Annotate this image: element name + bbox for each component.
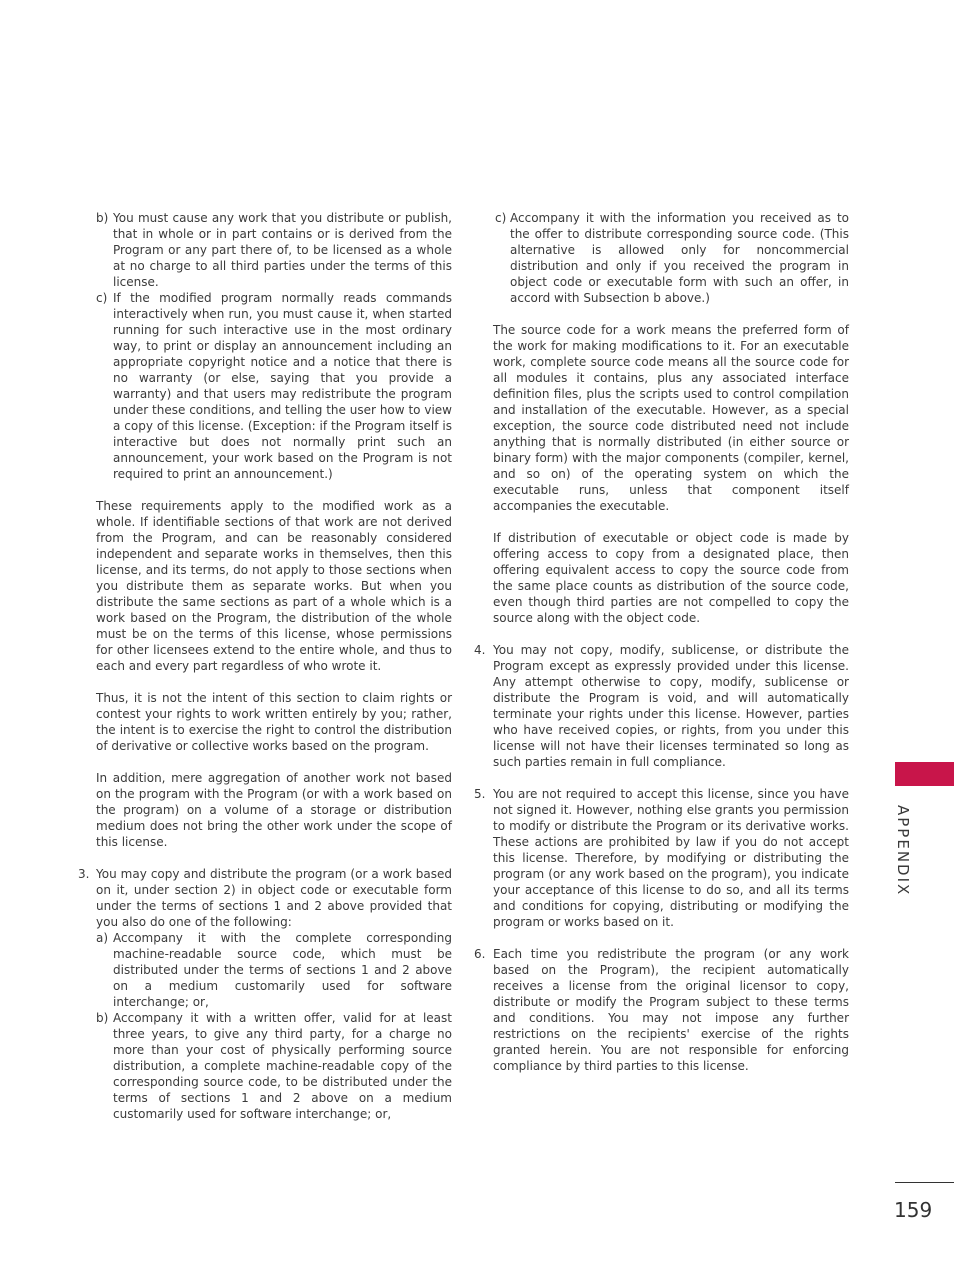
clause-marker: c): [96, 291, 108, 305]
page-number: 159: [894, 1198, 933, 1222]
section-4: [474, 642, 849, 770]
section-marker: 4.: [474, 643, 486, 657]
section-text: You may copy and distribute the program (or a work based on it, under section 2) in object code or executable form under the terms of sections 1 and 2 above provided that you also do one of the following:: [96, 867, 452, 929]
clause-2b: [78, 210, 452, 290]
left-column: [78, 210, 452, 1122]
section-marker: 6.: [474, 947, 486, 961]
paragraph: Thus, it is not the intent of this section to claim rights or contest your rights to work written entirely by you; rather, the intent is to exercise the right to control the distribution of derivative or collective works based on the program.: [96, 691, 452, 753]
clause-marker: c): [495, 211, 507, 225]
section-marker: 5.: [474, 787, 486, 801]
clause-text: Accompany it with a written offer, valid for at least three years, to give any third party, for a charge no more than your cost of physically performing source distribution, a complete machine-readable copy of the corresponding source code, to be distributed under the terms of sections 1 and 2 above on a medium customarily used for software interchange; or,: [113, 1011, 452, 1121]
clause-marker: b): [96, 211, 109, 225]
paragraph: These requirements apply to the modified work as a whole. If identifiable sections of that work are not derived from the Program, and can be reasonably considered independent and separate works in themselves, then this license, and its terms, do not apply to those sections when you distribute them as separate works. But when you distribute the same sections as part of a whole which is a work based on the Program, the distribution of the whole must be on the terms of this license, whose permissions for other licensees extend to the entire whole, and thus to each and every part regardless of who wrote it.: [96, 499, 452, 673]
section-tab-marker: [895, 762, 954, 786]
section-6: [474, 946, 849, 1074]
clause-3c: [474, 210, 849, 306]
section-text: You are not required to accept this license, since you have not signed it. However, nothing else grants you permission to modify or distribute the Program or its derivative works. These actions are prohibited by law if you do not accept this license. Therefore, by modifying or distributing the program (or any work based on the program), you indicate your acceptance of this license to do so, and all its terms and conditions for copying, distributing or modifying the program or works based on it.: [493, 787, 849, 929]
clause-text: You must cause any work that you distribute or publish, that in whole or in part contains or is derived from the Program or any part there of, to be licensed as a whole at no charge to all third parties under the terms of this license.: [113, 211, 452, 289]
paragraph: In addition, mere aggregation of another work not based on the program with the Program (or with a work based on the program) on a volume of a storage or distribution medium does not bring the other work under the scope of this license.: [96, 771, 452, 849]
section-marker: 3.: [78, 867, 90, 881]
section-5: [474, 786, 849, 930]
section-text: You may not copy, modify, sublicense, or distribute the Program except as expressly provided under this license. Any attempt otherwise to copy, modify, sublicense or distribute the Program is void, and will automatically terminate your rights under this license. However, parties who have received copies, or rights, from you under this license will not have their licenses terminated so long as such parties remain in full compliance.: [493, 643, 849, 769]
clause-3a: [96, 930, 452, 1010]
paragraph: The source code for a work means the preferred form of the work for making modifications to it. For an executable work, complete source code means all the source code for all modules it contains, plus any associated interface definition files, plus the scripts used to control compilation and installation of the executable. However, as a special exception, the source code distributed need not include anything that is normally distributed (in either source or binary form) with the major components (compiler, kernel, and so on) of the operating system on which the executable runs, unless that component itself accompanies the executable.: [493, 323, 849, 513]
section-side-label: APPENDIX: [894, 805, 912, 897]
clause-marker: a): [96, 931, 109, 945]
clause-3b: [96, 1010, 452, 1122]
paragraph: If distribution of executable or object code is made by offering access to copy from a designated place, then offering equivalent access to copy the source code from the same place counts as distribution of the source code, even though third parties are not compelled to copy the source along with the object code.: [493, 531, 849, 625]
clause-text: If the modified program normally reads commands interactively when run, you must cause it, when started running for such interactive use in the most ordinary way, to print or display an announcement including an appropriate copyright notice and a notice that there is no warranty (or else, saying that you provide a warranty) and that users may redistribute the program under these conditions, and telling the user how to view a copy of this license. (Exception: if the Program itself is interactive but does not normally print such an announcement, your work based on the Program is not required to print an announcement.): [113, 291, 452, 481]
clause-text: Accompany it with the information you received as to the offer to distribute corresponding source code. (This alternative is allowed only for noncommercial distribution and only if you received the program in object code or executable form with such an offer, in accord with Subsection b above.): [510, 211, 849, 305]
clause-text: Accompany it with the complete corresponding machine-readable source code, which must be distributed under the terms of sections 1 and 2 above on a medium customarily used for software interchange; or,: [113, 931, 452, 1009]
section-text: Each time you redistribute the program (or any work based on the Program), the recipient automatically receives a license from the original licensor to copy, distribute or modify the Program subject to these terms and conditions. You may not impose any further restrictions on the recipients' exercise of the rights granted herein. You are not responsible for enforcing compliance by third parties to this license.: [493, 947, 849, 1073]
page-number-rule: [895, 1182, 954, 1183]
clause-marker: b): [96, 1011, 109, 1025]
right-column: [474, 210, 849, 1074]
section-3: [78, 866, 452, 1122]
clause-2c: [78, 290, 452, 482]
